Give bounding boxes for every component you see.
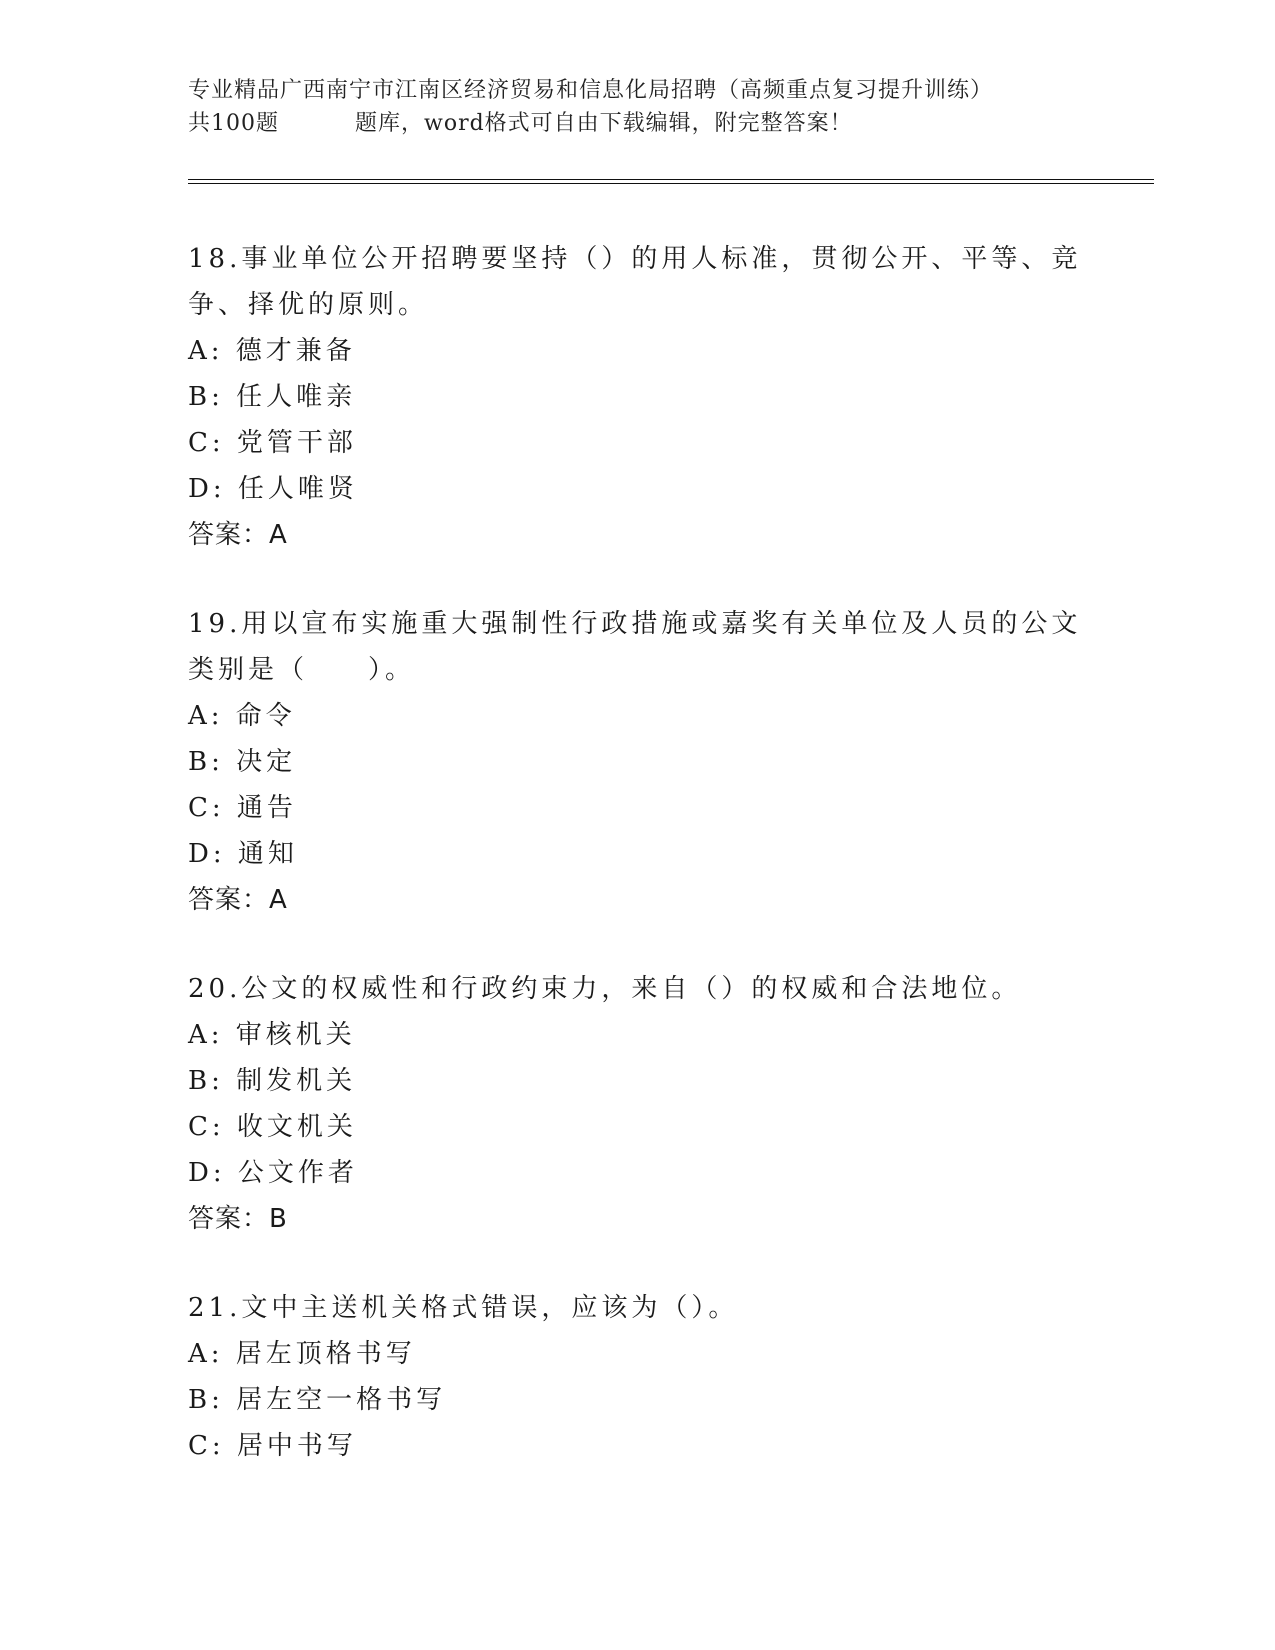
option-b: B: 决定: [188, 747, 297, 777]
option-c: C: 收文机关: [188, 1112, 357, 1142]
option-d: D: 任人唯贤: [188, 474, 358, 504]
answer: 答案：A: [188, 520, 288, 550]
document-header: [188, 74, 1148, 140]
question-list: [188, 236, 1088, 1512]
option-b: B: 任人唯亲: [188, 382, 357, 412]
option-a: A: 居左顶格书写: [188, 1339, 416, 1369]
option-b: B: 居左空一格书写: [188, 1385, 447, 1415]
option-a: A: 德才兼备: [188, 336, 356, 366]
option-c: C: 通告: [188, 793, 297, 823]
question-stem: 19.用以宣布实施重大强制性行政措施或嘉奖有关单位及人员的公文类别是（ ）。: [188, 609, 1082, 685]
header-description: 题库，word格式可自由下载编辑，附完整答案！: [355, 111, 853, 136]
question-stem: 20.公文的权威性和行政约束力，来自（）的权威和合法地位。: [188, 974, 1022, 1004]
option-a: A: 命令: [188, 701, 296, 731]
header-title-line: 专业精品广西南宁市江南区经济贸易和信息化局招聘（高频重点复习提升训练）: [188, 78, 994, 103]
question-stem: 18.事业单位公开招聘要坚持（）的用人标准，贯彻公开、平等、竞争、择优的原则。: [188, 244, 1082, 320]
answer: 答案：B: [188, 1204, 288, 1234]
option-d: D: 通知: [188, 839, 298, 869]
question-count: 共100题: [188, 111, 279, 136]
question-stem: 21.文中主送机关格式错误，应该为（）。: [188, 1293, 739, 1323]
answer: 答案：A: [188, 885, 288, 915]
question-18: [188, 236, 1088, 558]
header-divider-bottom: [188, 183, 1154, 184]
option-d: D: 公文作者: [188, 1158, 358, 1188]
option-b: B: 制发机关: [188, 1066, 357, 1096]
option-c: C: 党管干部: [188, 428, 357, 458]
header-subtitle-line: [188, 107, 1148, 140]
header-divider-top: [188, 179, 1154, 180]
question-20: [188, 966, 1088, 1242]
question-19: [188, 601, 1088, 923]
option-c: C: 居中书写: [188, 1431, 357, 1461]
option-a: A: 审核机关: [188, 1020, 356, 1050]
question-21: [188, 1285, 1088, 1469]
